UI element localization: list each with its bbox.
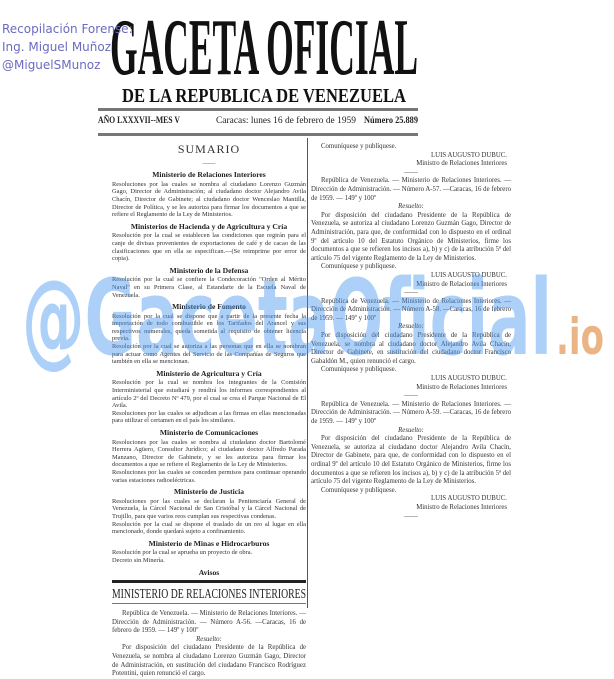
ministry-heading: Ministerio de Justicia <box>173 487 245 497</box>
ministry-heading: Ministerios de Hacienda y de Agricultura y Cría <box>130 221 288 231</box>
closing: Comuníquese y publíquese. <box>321 143 397 150</box>
ministry-heading: Ministerio de Comunicaciones <box>159 428 259 437</box>
ministry-heading: Ministerio de Fomento <box>172 302 246 312</box>
ministry-heading: Ministerio de Minas e Hidrocarburos <box>148 538 270 548</box>
signer-title: Ministro de Relaciones Interiores <box>416 383 507 391</box>
resolution-body: Por disposición del ciudadano Presidente de la República de Venezuela, se autoriza al ciudadano Lorenzo Guzmán Gago, Director de Administración, para que, de conformidad con lo dispuesto en el ordinal 9º del artículo 10 del Estatuto Orgánico de Ministerios, firme los documentos a que se refieren los incisos a), b) y c) de la atribución 5ª del artículo 75 del vigente Reglamento de la Ley de Ministerios. <box>311 211 511 262</box>
watermark-text: @GacetaOficial <box>22 257 552 379</box>
resolution <box>112 610 306 679</box>
signer: LUIS AUGUSTO DUBUC. <box>431 151 507 159</box>
resolution-header: República de Venezuela. — Ministerio de Relaciones Interiores. — Dirección de Administración. — Número A-56. —Caracas, 16 de febrero de 1959. — 149º y 100º <box>112 610 306 635</box>
section-heading-svg <box>112 585 306 601</box>
resolution-header: República de Venezuela. — Ministerio de Relaciones Interiores. — Dirección de Administración. — Número A-57. —Caracas, 16 de febrero de 1959. — 149º y 100º <box>311 177 511 202</box>
resolution-block <box>112 610 306 679</box>
resolution-body: Por disposición del ciudadano Presidente de la República de Venezuela, se nombra al ciudadano Lorenzo Guzmán Gago, Director de Administración, en sustitución del ciudadano Francisco Rodríguez Potentini, quien renunció el cargo. <box>112 644 306 678</box>
closing: Comuníquese y publíquese. <box>321 366 397 374</box>
sumario-item: Resoluciones por las cuales se adjudican a las firmas en ellas mencionadas para utilizar el certamen en el país los similares. <box>112 409 306 425</box>
separator: —— <box>404 289 418 297</box>
avisos-heading: Avisos <box>198 567 220 577</box>
ministry-heading: Ministerio de Agricultura y Cría <box>156 368 262 378</box>
resolution-block <box>311 401 511 521</box>
resolution-body: Por disposición del ciudadano Presidente de la República de Venezuela, se autoriza al ciudadano doctor Alejandro Avila Chacín, Director de Gabinete, para que, de conformidad con lo dispuesto en el ordinal 9º del artículo 10 del Estatuto Orgánico de Ministerios, firme los documentos a que se refieren los incisos a), b) y c) de la atribución 5ª del artículo 75 del vigente Reglamento de la Ley de Ministerios. <box>311 435 511 486</box>
issue-number: Número 25.889 <box>364 116 419 126</box>
issue-date: Caracas: lunes 16 de febrero de 1959 <box>216 116 357 126</box>
signer-title: Ministro de Relaciones Interiores <box>416 280 507 288</box>
credit-line: Recopilación Forense: <box>2 22 133 36</box>
resolution-continuation <box>311 143 511 177</box>
sumario-item: Resolución por la cual se establecen las condiciones que regirán para el canje de divisas provenientes de exportaciones de café y de cacao de las clasificaciones que en ella se especifican.—(Se reimprime por error de copia). <box>112 232 306 263</box>
sumario-item: Decreto sin Minería. <box>112 556 165 564</box>
credit-line: @MiguelSMunoz <box>2 58 101 72</box>
signer-title: Ministro de Relaciones Interiores <box>416 503 507 511</box>
signer: LUIS AUGUSTO DUBUC. <box>431 271 507 279</box>
sumario-item: Resolución por la cual se nombra los integrantes de la Comisión Interministerial que estudiará y rendirá los informes correspondientes al artículo 2º del Decreto Nº 479, por el cual se crea el Parque Nacional de El Avila. <box>112 379 306 410</box>
sumario-item: Resoluciones por las cuales se nombra al ciudadano Lorenzo Guzmán Gago, Director de Administración; al ciudadano doctor Alejandro Avila Chacín, Director de Gabinete; al ciudadano doctor Wenceslao Mantilla, Director de Política, y se les autoriza para firmar los documentos a que se refiere el Reglamento de la Ley de Ministerios. <box>112 180 306 219</box>
dateline <box>98 113 418 132</box>
ministry-heading: Ministerio de la Defensa <box>169 265 249 275</box>
separator: —— <box>202 159 216 167</box>
sumario-item: Resoluciones por las cuales se nombra al ciudadano doctor Bartolomé Herrera Agüero, Consultor Jurídico; al ciudadano doctor Alfredo Parada Manzano, Director de Gabinete, y se les autoriza para firmar los documentos a que se refiere el Reglamento de la Ley de Ministerios. <box>112 438 306 469</box>
ministry-heading: Ministerio de Relaciones Interiores <box>152 170 266 180</box>
resolution-body: Por disposición del ciudadano Presidente de la República de Venezuela, se nombra al ciudadano doctor Alejandro Avila Chacín, Director de Gabinete, en sustitución del ciudadano doctor Francisco Gabaldón M., quien renunció el cargo. <box>311 332 511 365</box>
separator: —— <box>404 168 418 176</box>
credit-overlay <box>2 20 133 74</box>
resuelto-label: Resuelto: <box>398 323 424 331</box>
sumario-title: SUMARIO <box>177 142 241 156</box>
resolution-header: República de Venezuela. — Ministerio de Relaciones Interiores. — Dirección de Administración. — Número A-58. —Caracas, 16 de febrero de 1959. — 149º y 100º <box>311 297 511 322</box>
left-column <box>112 143 306 679</box>
closing: Comuníquese y publíquese. <box>321 486 397 494</box>
masthead-svg <box>108 4 420 108</box>
newspaper-subtitle: DE LA REPUBLICA DE VENEZUELA <box>122 85 407 107</box>
signer: LUIS AUGUSTO DUBUC. <box>431 375 507 383</box>
masthead <box>108 4 420 108</box>
divider <box>98 108 418 111</box>
credit-line: Ing. Miguel Muñoz <box>2 40 112 54</box>
watermark-suffix: .io <box>556 308 604 366</box>
signer: LUIS AUGUSTO DUBUC. <box>431 495 507 503</box>
resuelto-label: Resuelto: <box>398 203 424 211</box>
sumario-item: Resolución por la cual se confiere la Condecoración "Orden al Mérito Naval" en su Primera Clase, al Estandarte de la Escuela Naval de Venezuela. <box>112 276 306 299</box>
sumario-item: Resoluciones por las cuales se conceden permisos para continuar operando varias estaciones radioeléctricas. <box>112 468 306 484</box>
resolution-header: República de Venezuela. — Ministerio de Relaciones Interiores. — Dirección de Administración. — Número A-59. —Caracas, 16 de febrero de 1959. — 149º y 100º <box>311 400 511 425</box>
separator: —— <box>404 392 418 400</box>
signer-title: Ministro de Relaciones Interiores <box>416 160 507 168</box>
sumario-item: Resolución por la cual se aprueba un proyecto de obra. <box>112 549 253 557</box>
resuelto-label: Resuelto: <box>196 635 222 643</box>
divider <box>98 133 418 136</box>
section-heading: MINISTERIO DE RELACIONES INTERIORES <box>112 587 306 603</box>
newspaper-title: GACETA OFICIAL <box>110 4 418 92</box>
sumario-item: Resolución por la cual se autoriza a las personas que en ella se nombran para actuar como Agentes del Servicio de las Compañías de Seguros que también en ella se mencionan. <box>112 343 306 366</box>
sumario-item: Resolución por la cual se dispone el traslado de un reo al lugar en ella mencionado, donde quedará sujeto a confinamiento. <box>112 520 306 536</box>
section-heading-box <box>112 580 306 604</box>
sumario-item: Resolución por la cual se dispone que a partir de la presente fecha la importación de todo combustible en los Tarifados del Arancel y sus respectivos numerales, queda sometida al requisito de obtener licencia previa. <box>112 312 306 343</box>
sumario-item: Resoluciones por las cuales se declaran la Penitenciaría General de Venezuela, la Cárcel Nacional de San Cristóbal y la Cárcel Nacional de Trujillo, para que varios reos cumplan sus respectivas condenas. <box>112 497 306 520</box>
separator: —— <box>404 512 418 520</box>
year-month: AÑO LXXXVII--MES V <box>98 116 199 126</box>
closing: Comuníquese y publíquese. <box>321 263 397 271</box>
dateline-svg <box>98 113 418 127</box>
resuelto-label: Resuelto: <box>398 426 424 434</box>
